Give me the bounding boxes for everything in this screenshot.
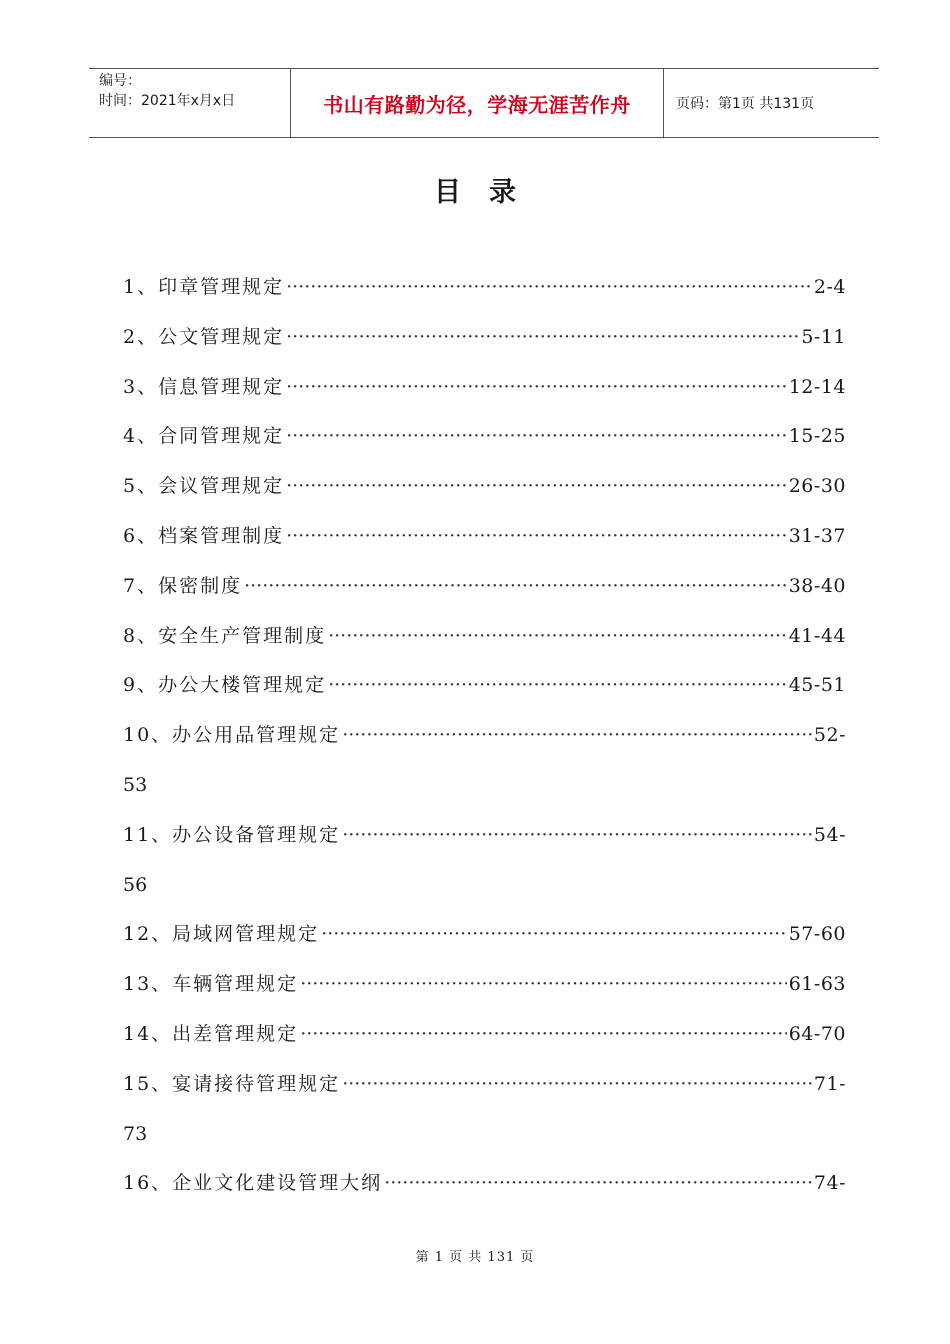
toc-leader-dots bbox=[342, 818, 812, 852]
header-page-label: 页码：第1页 共131页 bbox=[676, 96, 815, 112]
toc-entry-pages: 41-44 bbox=[788, 624, 846, 647]
header-meta bbox=[89, 69, 291, 137]
toc-entry bbox=[123, 370, 846, 420]
toc-leader-dots bbox=[286, 469, 787, 503]
toc-leader-dots bbox=[286, 370, 787, 404]
toc-entry bbox=[123, 668, 846, 718]
toc-entry-label: 4、合同管理规定 bbox=[123, 425, 285, 448]
document-header bbox=[89, 68, 879, 138]
toc-entry-label: 14、出差管理规定 bbox=[123, 1022, 299, 1045]
toc-entry-pages: 71- bbox=[813, 1072, 846, 1095]
toc-entry bbox=[123, 917, 846, 967]
toc-entry bbox=[123, 718, 846, 768]
toc-entry-pages: 15-25 bbox=[788, 425, 846, 448]
toc-entry-label: 9、办公大楼管理规定 bbox=[123, 674, 327, 697]
header-motto: 书山有路勤为径，学海无涯苦作舟 bbox=[291, 69, 664, 137]
toc-entry-pages: 61-63 bbox=[788, 973, 846, 996]
toc-leader-dots bbox=[328, 668, 787, 702]
toc-leader-dots bbox=[286, 270, 812, 304]
toc-entry bbox=[123, 419, 846, 469]
toc-entry-pages-continued: 73 bbox=[123, 1122, 148, 1145]
toc-entry-pages: 57-60 bbox=[788, 923, 846, 946]
toc-leader-dots bbox=[342, 718, 812, 752]
toc-leader-dots bbox=[384, 1166, 812, 1200]
toc-entry-label: 3、信息管理规定 bbox=[123, 375, 285, 398]
toc-entry bbox=[123, 320, 846, 370]
toc-entry-label: 16、企业文化建设管理大纲 bbox=[123, 1172, 383, 1195]
code-label: 编号： bbox=[99, 73, 141, 89]
table-of-contents bbox=[123, 270, 846, 1216]
toc-entry-label: 10、办公用品管理规定 bbox=[123, 724, 341, 747]
toc-entry-pages: 2-4 bbox=[813, 276, 846, 298]
time-label: 时间：2021年x月x日 bbox=[99, 93, 236, 109]
toc-entry-label: 8、安全生产管理制度 bbox=[123, 624, 327, 647]
toc-entry-label: 6、档案管理制度 bbox=[123, 524, 285, 547]
toc-leader-dots bbox=[286, 419, 787, 453]
toc-entry-pages: 31-37 bbox=[788, 524, 846, 547]
toc-entry bbox=[123, 967, 846, 1017]
toc-entry bbox=[123, 619, 846, 669]
toc-entry-pages-continued: 53 bbox=[123, 773, 148, 796]
toc-entry bbox=[123, 1166, 846, 1216]
toc-entry-label: 15、宴请接待管理规定 bbox=[123, 1072, 341, 1095]
toc-entry-pages: 74- bbox=[813, 1172, 846, 1195]
toc-entry-label: 7、保密制度 bbox=[123, 574, 243, 597]
toc-entry bbox=[123, 1067, 846, 1117]
toc-entry-pages-continued: 56 bbox=[123, 873, 148, 896]
toc-entry-label: 13、车辆管理规定 bbox=[123, 973, 299, 996]
toc-entry bbox=[123, 1017, 846, 1067]
toc-entry bbox=[123, 469, 846, 519]
toc-entry bbox=[123, 818, 846, 868]
toc-entry-pages: 12-14 bbox=[788, 375, 846, 398]
toc-entry-label: 1、印章管理规定 bbox=[123, 276, 285, 298]
toc-leader-dots bbox=[321, 917, 787, 951]
toc-entry-pages: 5-11 bbox=[801, 325, 846, 348]
toc-entry-label: 12、局域网管理规定 bbox=[123, 923, 320, 946]
toc-leader-dots bbox=[286, 320, 799, 354]
page-title: 目录 bbox=[434, 177, 544, 208]
toc-entry-label: 11、办公设备管理规定 bbox=[123, 823, 341, 846]
toc-entry-pages: 38-40 bbox=[788, 574, 846, 597]
toc-entry-pages: 52- bbox=[813, 724, 846, 747]
toc-entry-pages: 64-70 bbox=[788, 1022, 846, 1045]
toc-leader-dots bbox=[300, 967, 787, 1001]
page-footer: 第 1 页 共 131 页 bbox=[415, 1250, 535, 1265]
toc-entry bbox=[123, 569, 846, 619]
toc-entry-label: 2、公文管理规定 bbox=[123, 325, 285, 348]
toc-entry-pages: 45-51 bbox=[788, 674, 846, 697]
toc-leader-dots bbox=[328, 619, 787, 653]
toc-leader-dots bbox=[244, 569, 787, 603]
toc-leader-dots bbox=[286, 519, 787, 553]
toc-entry bbox=[123, 270, 846, 320]
toc-entry-pages: 26-30 bbox=[788, 475, 846, 498]
toc-leader-dots bbox=[342, 1067, 812, 1101]
toc-entry-pages: 54- bbox=[813, 823, 846, 846]
toc-entry-label: 5、会议管理规定 bbox=[123, 475, 285, 498]
toc-leader-dots bbox=[300, 1017, 787, 1051]
toc-entry bbox=[123, 519, 846, 569]
